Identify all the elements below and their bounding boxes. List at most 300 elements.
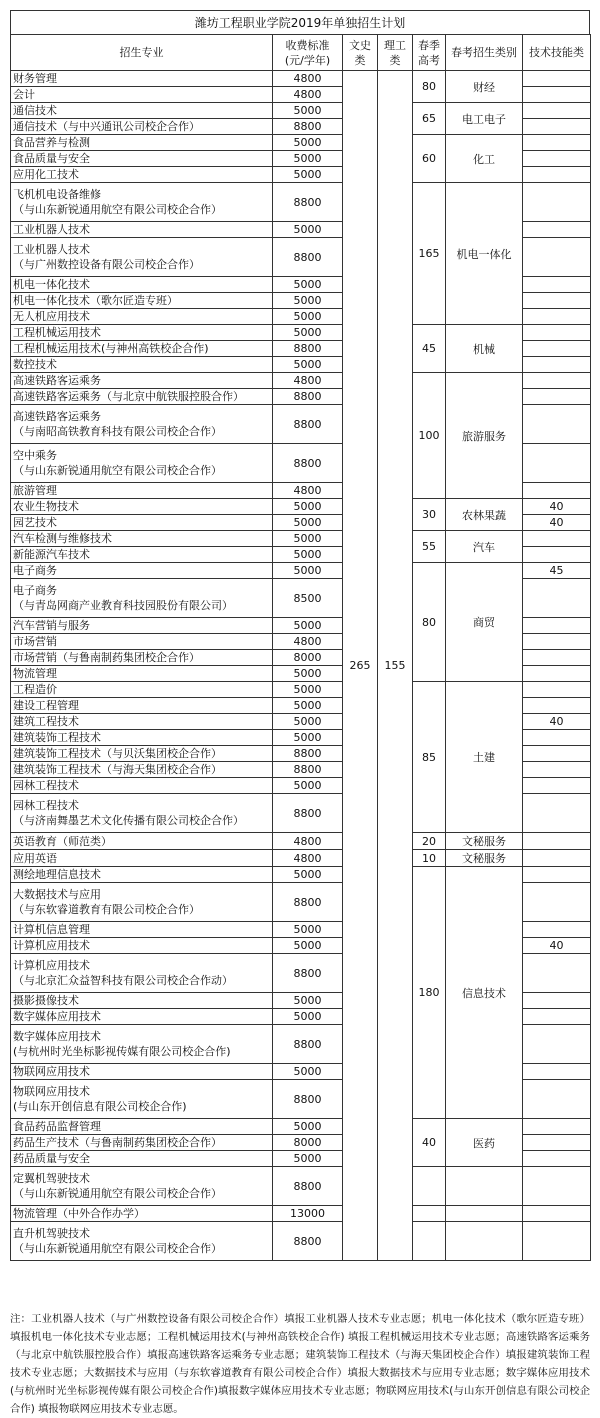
- major-name: 大数据技术与应用: [13, 888, 101, 901]
- fee-cell: 5000: [273, 666, 343, 682]
- fee-cell: 5000: [273, 515, 343, 531]
- skill-quota-cell: [523, 483, 591, 499]
- major-partner-note: （与山东新锐通用航空有限公司校企合作）: [13, 464, 222, 477]
- major-name: 电子商务: [13, 564, 57, 577]
- major-name: 工业机器人技术: [13, 243, 90, 256]
- major-name: 无人机应用技术: [13, 310, 90, 323]
- spring-exam-category-cell: 财经: [446, 71, 523, 103]
- spring-exam-quota-cell: 20: [413, 833, 446, 850]
- major-name: 建设工程管理: [13, 699, 79, 712]
- skill-quota-cell: [523, 650, 591, 666]
- fee-cell: 4800: [273, 833, 343, 850]
- major-name: 财务管理: [13, 72, 57, 85]
- spring-exam-quota-cell: 30: [413, 499, 446, 531]
- fee-cell: 5000: [273, 922, 343, 938]
- skill-quota-cell: [523, 373, 591, 389]
- fee-cell: 5000: [273, 993, 343, 1009]
- skill-quota-cell: [523, 135, 591, 151]
- major-name: 摄影摄像技术: [13, 994, 79, 1007]
- fee-cell: 8500: [273, 579, 343, 618]
- major-name: 药品质量与安全: [13, 1152, 90, 1165]
- fee-cell: 5000: [273, 357, 343, 373]
- major-name-cell: [11, 867, 273, 883]
- spring-exam-quota-cell: 100: [413, 373, 446, 499]
- table-row: [11, 867, 591, 883]
- table-row: [11, 183, 591, 222]
- major-name-cell: [11, 746, 273, 762]
- major-name-cell: [11, 714, 273, 730]
- spring-exam-quota-cell: 10: [413, 850, 446, 867]
- fee-cell: 4800: [273, 634, 343, 650]
- major-name: 建筑工程技术: [13, 715, 79, 728]
- fee-cell: 5000: [273, 867, 343, 883]
- major-name-cell: [11, 444, 273, 483]
- fee-cell: 8800: [273, 1167, 343, 1206]
- major-name: 电子商务: [13, 584, 57, 597]
- table-row: [11, 135, 591, 151]
- spring-exam-category-cell: [446, 1222, 523, 1261]
- major-partner-note: （与山东新锐通用航空有限公司校企合作）: [13, 1187, 222, 1200]
- major-name: 工业机器人技术: [13, 223, 90, 236]
- spring-exam-category-cell: 商贸: [446, 563, 523, 682]
- major-name-cell: [11, 135, 273, 151]
- major-name: 物联网应用技术: [13, 1065, 90, 1078]
- major-name-cell: [11, 373, 273, 389]
- skill-quota-cell: [523, 325, 591, 341]
- skill-quota-cell: [523, 222, 591, 238]
- fee-cell: 5000: [273, 698, 343, 714]
- major-name: 空中乘务: [13, 449, 57, 462]
- spring-exam-quota-cell: 165: [413, 183, 446, 325]
- major-name-cell: [11, 499, 273, 515]
- table-row: [11, 833, 591, 850]
- fee-cell: 8800: [273, 444, 343, 483]
- skill-quota-cell: [523, 579, 591, 618]
- skill-quota-cell: [523, 103, 591, 119]
- major-name-cell: [11, 325, 273, 341]
- admission-plan-table: [10, 34, 591, 1261]
- major-name-cell: [11, 103, 273, 119]
- table-row: [11, 71, 591, 87]
- skill-quota-cell: [523, 762, 591, 778]
- skill-quota-cell: [523, 341, 591, 357]
- fee-cell: 8800: [273, 1080, 343, 1119]
- fee-cell: 5000: [273, 778, 343, 794]
- header-skill: 技术技能类: [523, 35, 591, 71]
- header-arts: 文史类: [343, 35, 378, 71]
- skill-quota-cell: [523, 1222, 591, 1261]
- fee-cell: 5000: [273, 103, 343, 119]
- major-name-cell: [11, 650, 273, 666]
- major-name-cell: [11, 151, 273, 167]
- spring-exam-category-cell: 文秘服务: [446, 850, 523, 867]
- major-name-cell: [11, 1135, 273, 1151]
- fee-cell: 4800: [273, 87, 343, 103]
- major-name-cell: [11, 357, 273, 373]
- major-name: 药品生产技术（与鲁南制药集团校企合作）: [13, 1136, 222, 1149]
- fee-cell: 8800: [273, 405, 343, 444]
- major-name: 物流管理: [13, 667, 57, 680]
- major-name: 高速铁路客运乘务: [13, 374, 101, 387]
- major-name: 高速铁路客运乘务: [13, 410, 101, 423]
- major-name-cell: [11, 87, 273, 103]
- major-name: 食品药品监督管理: [13, 1120, 101, 1133]
- major-name: 英语教育（师范类）: [13, 834, 112, 848]
- major-name-cell: [11, 922, 273, 938]
- spring-exam-quota-cell: 180: [413, 867, 446, 1119]
- major-name-cell: [11, 1151, 273, 1167]
- major-name: 园林工程技术: [13, 799, 79, 812]
- major-name-cell: [11, 618, 273, 634]
- major-name: 通信技术: [13, 104, 57, 117]
- spring-exam-quota-cell: 85: [413, 682, 446, 833]
- spring-exam-category-cell: 农林果蔬: [446, 499, 523, 531]
- spring-exam-quota-cell: [413, 1222, 446, 1261]
- skill-quota-cell: [523, 183, 591, 222]
- table-body: [11, 71, 591, 1261]
- major-name: 高速铁路客运乘务（与北京中航铁服控股合作）: [13, 390, 244, 403]
- fee-cell: 13000: [273, 1206, 343, 1222]
- major-name: 汽车检测与维修技术: [13, 532, 112, 545]
- skill-quota-cell: [523, 1080, 591, 1119]
- major-name: 物流管理（中外合作办学）: [13, 1207, 145, 1220]
- skill-quota-cell: [523, 682, 591, 698]
- spring-exam-quota-cell: 45: [413, 325, 446, 373]
- major-name-cell: [11, 666, 273, 682]
- skill-quota-cell: [523, 1167, 591, 1206]
- major-name-cell: [11, 277, 273, 293]
- spring-exam-quota-cell: 80: [413, 71, 446, 103]
- skill-quota-cell: [523, 833, 591, 850]
- major-name-cell: [11, 309, 273, 325]
- table-row: [11, 531, 591, 547]
- fee-cell: 5000: [273, 618, 343, 634]
- skill-quota-cell: 40: [523, 938, 591, 954]
- fee-cell: 5000: [273, 309, 343, 325]
- fee-cell: 5000: [273, 1064, 343, 1080]
- skill-quota-cell: [523, 698, 591, 714]
- table-row: [11, 563, 591, 579]
- major-partner-note: （与山东新锐通用航空有限公司校企合作）: [13, 1242, 222, 1255]
- major-name: 园林工程技术: [13, 779, 79, 792]
- major-name: 旅游管理: [13, 484, 57, 497]
- major-name-cell: [11, 1222, 273, 1261]
- major-name: 食品质量与安全: [13, 152, 90, 165]
- major-name: 食品营养与检测: [13, 136, 90, 149]
- major-name-cell: [11, 682, 273, 698]
- major-name-cell: [11, 547, 273, 563]
- spring-exam-category-cell: 化工: [446, 135, 523, 183]
- major-partner-note: （与济南舞墨艺术文化传播有限公司校企合作）: [13, 814, 244, 827]
- table-row: [11, 499, 591, 515]
- major-name: 市场营销: [13, 635, 57, 648]
- major-name-cell: [11, 183, 273, 222]
- skill-quota-cell: [523, 1064, 591, 1080]
- fee-cell: 5000: [273, 293, 343, 309]
- major-partner-note: （与北京汇众益智科技有限公司校企合作动）: [13, 974, 233, 987]
- spring-exam-quota-cell: 65: [413, 103, 446, 135]
- major-name: 建筑装饰工程技术（与海天集团校企合作）: [13, 763, 222, 776]
- major-name: 定翼机驾驶技术: [13, 1172, 90, 1185]
- arts-total-cell: 265: [343, 71, 378, 1261]
- fee-cell: 5000: [273, 277, 343, 293]
- major-name: 测绘地理信息技术: [13, 868, 101, 881]
- skill-quota-cell: 40: [523, 714, 591, 730]
- major-name: 市场营销（与鲁南制药集团校企合作）: [13, 651, 200, 664]
- fee-cell: 8800: [273, 183, 343, 222]
- major-name-cell: [11, 762, 273, 778]
- skill-quota-cell: [523, 954, 591, 993]
- major-name-cell: [11, 1119, 273, 1135]
- major-name-cell: [11, 794, 273, 833]
- fee-cell: 8800: [273, 389, 343, 405]
- skill-quota-cell: [523, 444, 591, 483]
- major-name-cell: [11, 634, 273, 650]
- footnote: 注：工业机器人技术（与广州数控设备有限公司校企合作）填报工业机器人技术专业志愿；机电一体化技术（歌尔匠造专班）填报机电一体化技术专业志愿；工程机械运用技术(与神州高铁校企合作) 填报工程机械运用技术专业志愿；高速铁路客运乘务（与北京中航铁服控股合作）填报高速铁路客运乘务专业志愿；建筑装饰工程技术（与海天集团校企合作）填报建筑装饰工程技术专业志愿；大数据技术与应用（与东软睿道教育有限公司校企合作）填报大数据技术与应用专业志愿；数字媒体应用技术(与杭州时光坐标影视传媒有限公司校企合作)填报数字媒体应用技术专业志愿；物联网应用技术(与山东开创信息有限公司校企合作) 填报物联网应用技术专业志愿。: [10, 1313, 590, 1415]
- major-name-cell: [11, 833, 273, 850]
- page-title: 潍坊工程职业学院2019年单独招生计划: [10, 10, 590, 34]
- major-name: 新能源汽车技术: [13, 548, 90, 561]
- fee-cell: 8800: [273, 762, 343, 778]
- fee-cell: 5000: [273, 1151, 343, 1167]
- table-row: [11, 325, 591, 341]
- major-name: 建筑装饰工程技术: [13, 731, 101, 744]
- major-name-cell: [11, 730, 273, 746]
- fee-cell: 5000: [273, 547, 343, 563]
- major-name-cell: [11, 938, 273, 954]
- skill-quota-cell: [523, 1206, 591, 1222]
- major-name: 物联网应用技术: [13, 1085, 90, 1098]
- skill-quota-cell: [523, 618, 591, 634]
- major-name: 数字媒体应用技术: [13, 1030, 101, 1043]
- major-name-cell: [11, 850, 273, 867]
- skill-quota-cell: [523, 730, 591, 746]
- skill-quota-cell: [523, 1151, 591, 1167]
- table-row: [11, 1206, 591, 1222]
- major-name-cell: [11, 483, 273, 499]
- fee-cell: 8800: [273, 341, 343, 357]
- major-name: 园艺技术: [13, 516, 57, 529]
- skill-quota-cell: [523, 71, 591, 87]
- spring-exam-category-cell: [446, 1206, 523, 1222]
- major-name-cell: [11, 531, 273, 547]
- major-name: 数字媒体应用技术: [13, 1010, 101, 1023]
- skill-quota-cell: [523, 778, 591, 794]
- science-total-cell: 155: [378, 71, 413, 1261]
- fee-cell: 8800: [273, 1025, 343, 1064]
- fee-cell: 8000: [273, 650, 343, 666]
- major-name-cell: [11, 405, 273, 444]
- major-name-cell: [11, 222, 273, 238]
- skill-quota-cell: [523, 634, 591, 650]
- fee-cell: 5000: [273, 938, 343, 954]
- header-fee-line2: (元/学年): [284, 53, 331, 67]
- major-name-cell: [11, 563, 273, 579]
- fee-cell: 8800: [273, 883, 343, 922]
- spring-exam-category-cell: 文秘服务: [446, 833, 523, 850]
- major-partner-note: （与广州数控设备有限公司校企合作）: [13, 258, 200, 271]
- spring-exam-category-cell: 电工电子: [446, 103, 523, 135]
- fee-cell: 5000: [273, 714, 343, 730]
- spring-exam-category-cell: 机电一体化: [446, 183, 523, 325]
- major-name-cell: [11, 293, 273, 309]
- table-row: [11, 373, 591, 389]
- major-name-cell: [11, 883, 273, 922]
- fee-cell: 8800: [273, 746, 343, 762]
- major-name-cell: [11, 119, 273, 135]
- fee-cell: 4800: [273, 71, 343, 87]
- major-name-cell: [11, 167, 273, 183]
- spring-exam-quota-cell: [413, 1206, 446, 1222]
- fee-cell: 5000: [273, 135, 343, 151]
- major-name-cell: [11, 954, 273, 993]
- header-spring-line2: 高考: [418, 53, 440, 67]
- major-partner-note: (与山东开创信息有限公司校企合作): [13, 1100, 187, 1113]
- major-name: 工程机械运用技术(与神州高铁校企合作): [13, 342, 209, 355]
- major-name: 飞机机电设备维修: [13, 188, 101, 201]
- skill-quota-cell: [523, 405, 591, 444]
- header-spring-line1: 春季: [418, 38, 440, 52]
- major-name: 直升机驾驶技术: [13, 1227, 90, 1240]
- fee-cell: 5000: [273, 325, 343, 341]
- skill-quota-cell: [523, 119, 591, 135]
- spring-exam-quota-cell: 40: [413, 1119, 446, 1167]
- major-name-cell: [11, 778, 273, 794]
- major-name: 建筑装饰工程技术（与贝沃集团校企合作）: [13, 747, 222, 760]
- skill-quota-cell: [523, 922, 591, 938]
- major-name-cell: [11, 341, 273, 357]
- major-name: 农业生物技术: [13, 500, 79, 513]
- major-name: 机电一体化技术（歌尔匠造专班）: [13, 294, 178, 307]
- skill-quota-cell: [523, 883, 591, 922]
- fee-cell: 5000: [273, 167, 343, 183]
- fee-cell: 8800: [273, 794, 343, 833]
- header-science: 理工类: [378, 35, 413, 71]
- skill-quota-cell: [523, 794, 591, 833]
- header-major: 招生专业: [11, 35, 273, 71]
- major-name-cell: [11, 1167, 273, 1206]
- skill-quota-cell: [523, 1009, 591, 1025]
- skill-quota-cell: [523, 151, 591, 167]
- spring-exam-category-cell: 医药: [446, 1119, 523, 1167]
- fee-cell: 5000: [273, 1119, 343, 1135]
- table-header-row: [11, 35, 591, 71]
- fee-cell: 5000: [273, 222, 343, 238]
- skill-quota-cell: [523, 87, 591, 103]
- major-name: 应用英语: [13, 851, 57, 865]
- fee-cell: 8000: [273, 1135, 343, 1151]
- fee-cell: 8800: [273, 238, 343, 277]
- major-partner-note: （与青岛网商产业教育科技园股份有限公司）: [13, 599, 233, 612]
- header-fee-line1: 收费标准: [285, 38, 330, 52]
- major-name: 数控技术: [13, 358, 57, 371]
- fee-cell: 5000: [273, 682, 343, 698]
- spring-exam-category-cell: 土建: [446, 682, 523, 833]
- major-name: 计算机应用技术: [13, 939, 90, 952]
- spring-exam-category-cell: 信息技术: [446, 867, 523, 1119]
- major-name: 汽车营销与服务: [13, 619, 90, 632]
- major-name-cell: [11, 71, 273, 87]
- skill-quota-cell: [523, 1135, 591, 1151]
- skill-quota-cell: [523, 167, 591, 183]
- skill-quota-cell: [523, 547, 591, 563]
- fee-cell: 8800: [273, 954, 343, 993]
- header-fee: [273, 35, 343, 71]
- table-row: [11, 1167, 591, 1206]
- spring-exam-category-cell: 旅游服务: [446, 373, 523, 499]
- fee-cell: 4800: [273, 483, 343, 499]
- fee-cell: 4800: [273, 373, 343, 389]
- skill-quota-cell: [523, 238, 591, 277]
- header-spring-exam: [413, 35, 446, 71]
- skill-quota-cell: [523, 309, 591, 325]
- skill-quota-cell: [523, 1025, 591, 1064]
- fee-cell: 4800: [273, 850, 343, 867]
- fee-cell: 8800: [273, 119, 343, 135]
- major-partner-note: （与山东新锐通用航空有限公司校企合作）: [13, 203, 222, 216]
- major-name: 工程造价: [13, 683, 57, 696]
- spring-exam-quota-cell: 55: [413, 531, 446, 563]
- major-name-cell: [11, 389, 273, 405]
- major-name: 计算机信息管理: [13, 923, 90, 936]
- spring-exam-category-cell: 汽车: [446, 531, 523, 563]
- table-row: [11, 1119, 591, 1135]
- major-name-cell: [11, 238, 273, 277]
- skill-quota-cell: [523, 531, 591, 547]
- major-name: 工程机械运用技术: [13, 326, 101, 339]
- skill-quota-cell: [523, 666, 591, 682]
- spring-exam-category-cell: 机械: [446, 325, 523, 373]
- skill-quota-cell: [523, 389, 591, 405]
- spring-exam-quota-cell: [413, 1167, 446, 1206]
- major-name-cell: [11, 1025, 273, 1064]
- fee-cell: 5000: [273, 563, 343, 579]
- skill-quota-cell: [523, 1119, 591, 1135]
- major-name-cell: [11, 698, 273, 714]
- major-name-cell: [11, 993, 273, 1009]
- major-name: 机电一体化技术: [13, 278, 90, 291]
- major-name-cell: [11, 579, 273, 618]
- skill-quota-cell: [523, 993, 591, 1009]
- skill-quota-cell: [523, 357, 591, 373]
- major-name-cell: [11, 1206, 273, 1222]
- skill-quota-cell: 40: [523, 499, 591, 515]
- major-name-cell: [11, 515, 273, 531]
- spring-exam-quota-cell: 80: [413, 563, 446, 682]
- major-partner-note: （与东软睿道教育有限公司校企合作）: [13, 903, 200, 916]
- fee-cell: 5000: [273, 151, 343, 167]
- fee-cell: 5000: [273, 531, 343, 547]
- skill-quota-cell: [523, 746, 591, 762]
- spring-exam-quota-cell: 60: [413, 135, 446, 183]
- skill-quota-cell: 45: [523, 563, 591, 579]
- major-name-cell: [11, 1080, 273, 1119]
- table-row: [11, 1222, 591, 1261]
- fee-cell: 5000: [273, 1009, 343, 1025]
- fee-cell: 8800: [273, 1222, 343, 1261]
- skill-quota-cell: [523, 867, 591, 883]
- table-row: [11, 850, 591, 867]
- major-name: 计算机应用技术: [13, 959, 90, 972]
- major-name: 应用化工技术: [13, 168, 79, 181]
- table-row: [11, 682, 591, 698]
- major-partner-note: (与杭州时光坐标影视传媒有限公司校企合作): [13, 1045, 231, 1058]
- major-partner-note: （与南昭高铁教育科技有限公司校企合作）: [13, 425, 222, 438]
- header-category: 春考招生类别: [446, 35, 523, 71]
- skill-quota-cell: [523, 277, 591, 293]
- fee-cell: 5000: [273, 499, 343, 515]
- major-name-cell: [11, 1009, 273, 1025]
